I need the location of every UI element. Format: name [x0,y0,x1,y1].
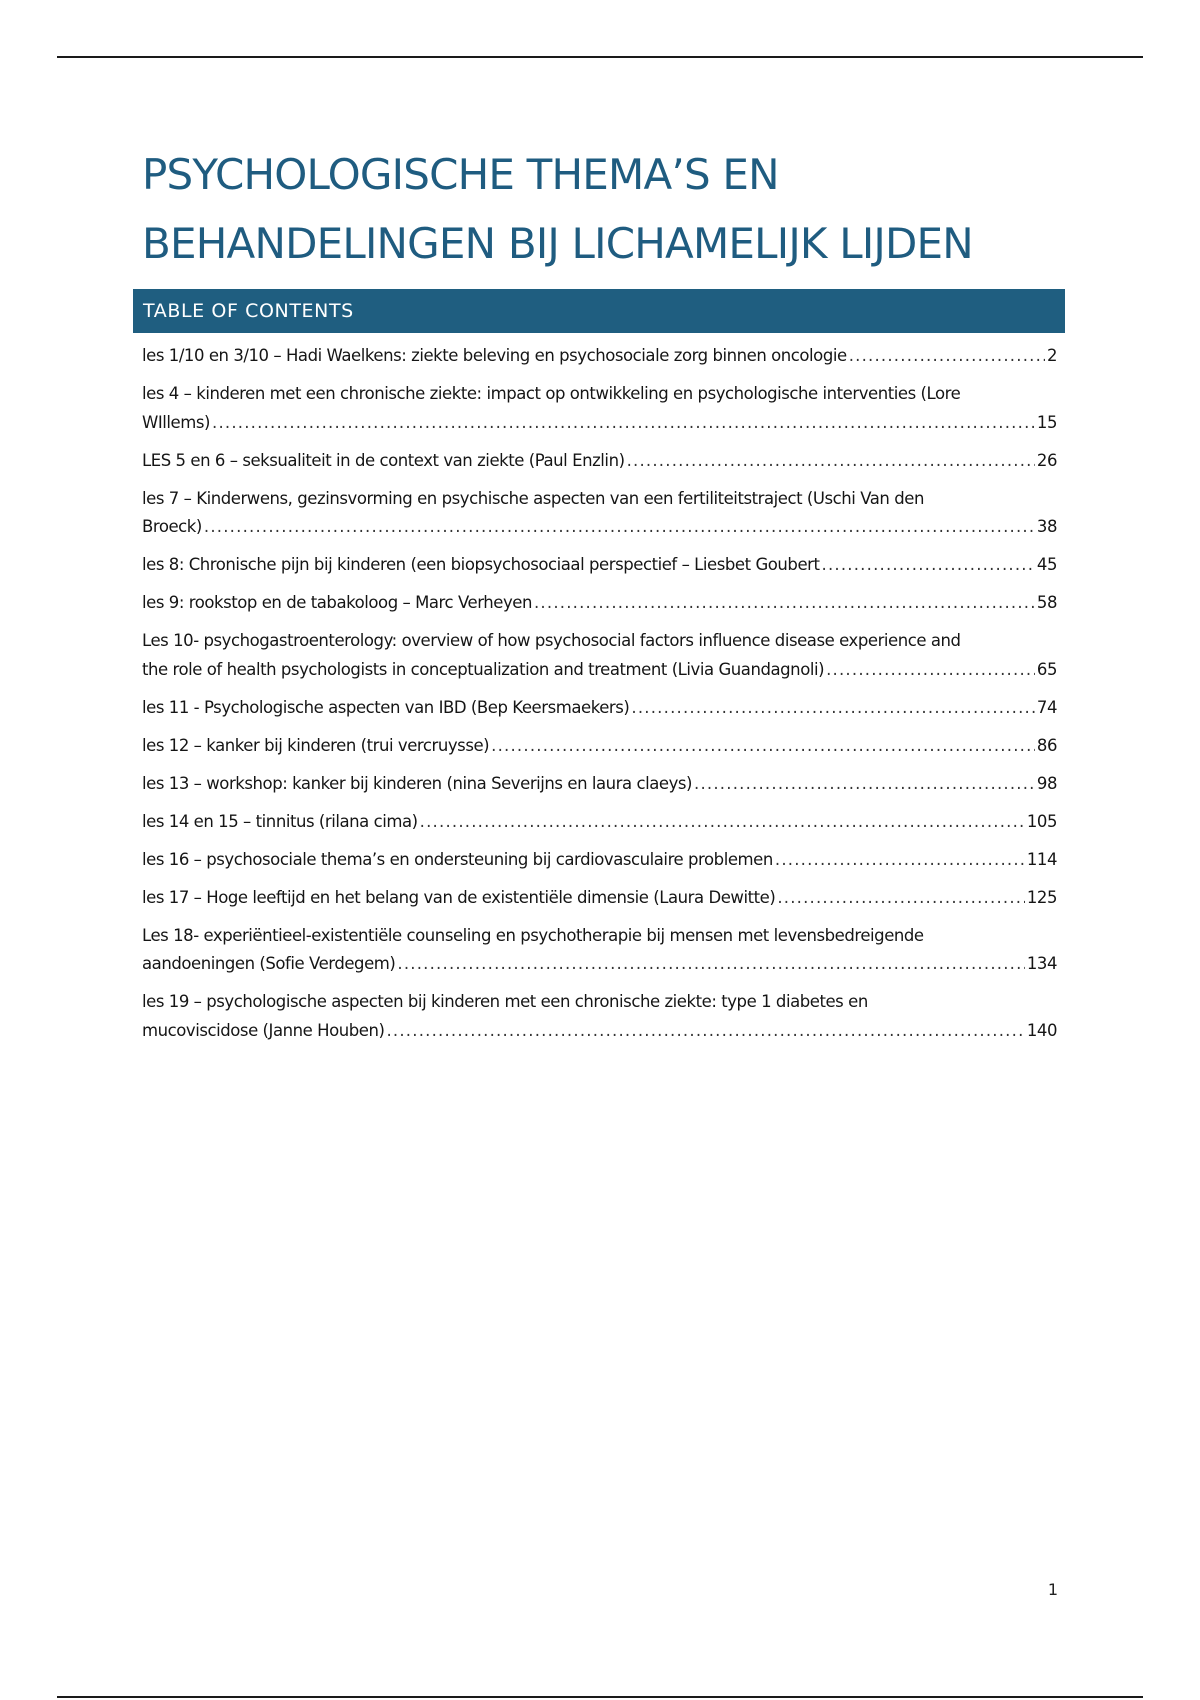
title-line-1: PSYCHOLOGISCHE THEMA’S EN [142,150,779,199]
toc-heading-bar [133,289,1065,333]
toc-entry[interactable] [142,694,1057,723]
toc-entry-page: 98 [1036,773,1057,793]
toc-entry-title-line: les 4 – kinderen met een chronische ziekte: impact op ontwikkeling en psychologische interventies (Lore [142,384,961,403]
toc-entry-title: les 1/10 en 3/10 – Hadi Waelkens: ziekte beleving en psychosociale zorg binnen oncologie [142,346,847,365]
toc-entry-page: 45 [1036,555,1057,574]
toc-entry-page: 2 [1046,346,1057,365]
toc-entry[interactable] [142,485,1057,542]
toc-entry-line [142,808,1057,837]
toc-entry-page: 38 [1036,517,1057,536]
toc-entry-title-line: Les 18- experiëntieel-existentiële counseling en psychotherapie bij mensen met levensbedreigende [142,925,924,945]
dot-leader [534,589,1035,618]
dot-leader [212,409,1035,438]
toc-entry-title-line: les 19 – psychologische aspecten bij kinderen met een chronische ziekte: type 1 diabetes en [142,992,868,1011]
header-rule [57,56,1143,58]
toc-entry-page: 58 [1036,593,1057,612]
toc-entry-page: 140 [1026,1020,1057,1040]
toc-entry-line [142,950,1057,979]
toc-entry-page: 26 [1036,450,1057,470]
dot-leader [631,694,1034,723]
toc-entry[interactable] [142,988,1057,1045]
toc-entry[interactable] [142,447,1057,476]
dot-leader [386,1017,1024,1046]
dot-leader [826,656,1035,685]
dot-leader [397,950,1024,979]
dot-leader [491,732,1035,761]
toc-entry-title: les 11 - Psychologische aspecten van IBD (Bep Keersmaekers) [142,697,630,717]
toc-entry-page: 74 [1036,697,1057,717]
toc-entry[interactable] [142,922,1057,979]
dot-leader [849,342,1045,371]
toc-entry-title: aandoeningen (Sofie Verdegem) [142,954,396,973]
toc-entry-title: WIllems) [142,412,211,432]
toc-entry-title: les 17 – Hoge leeftijd en het belang van de existentiële dimensie (Laura Dewitte) [142,887,776,907]
dot-leader [822,551,1035,580]
toc-entry-line [142,409,1057,438]
toc-entry-line [142,551,1057,580]
toc-entry-line [142,846,1057,875]
document-title [142,140,1082,278]
page-number: 1 [1047,1580,1058,1599]
toc-entry-page: 86 [1036,735,1057,755]
toc-entry[interactable] [142,846,1057,875]
toc-entry-page: 134 [1026,954,1057,973]
dot-leader [204,513,1035,542]
dot-leader [694,770,1035,799]
dot-leader [777,884,1025,913]
toc-entry-title: LES 5 en 6 – seksualiteit in de context van ziekte (Paul Enzlin) [142,450,625,470]
toc-entry-line [142,770,1057,799]
table-of-contents [142,342,1057,1055]
toc-entry-title: Broeck) [142,517,202,536]
toc-entry[interactable] [142,589,1057,618]
toc-entry-title: les 14 en 15 – tinnitus (rilana cima) [142,811,418,831]
dot-leader [420,808,1025,837]
toc-entry-line [142,884,1057,913]
dot-leader [627,447,1035,476]
toc-entry-line [142,513,1057,542]
toc-entry-title: the role of health psychologists in conceptualization and treatment (Livia Guandagnoli) [142,659,825,679]
toc-entry-line [142,447,1057,476]
toc-entry[interactable] [142,627,1057,684]
toc-entry[interactable] [142,884,1057,913]
toc-entry-page: 125 [1026,887,1057,907]
toc-entry-page: 65 [1036,659,1057,679]
dot-leader [775,846,1025,875]
toc-entry-line [142,1017,1057,1046]
toc-entry-title: les 9: rookstop en de tabakoloog – Marc Verheyen [142,593,532,612]
toc-entry-line [142,732,1057,761]
toc-entry-title-line: les 7 – Kinderwens, gezinsvorming en psychische aspecten van een fertiliteitstraject (Uschi Van den [142,488,924,508]
toc-entry[interactable] [142,551,1057,580]
toc-entry-line [142,589,1057,618]
toc-entry-title: les 8: Chronische pijn bij kinderen (een biopsychosociaal perspectief – Liesbet Goubert [142,555,820,574]
toc-entry-page: 105 [1026,811,1057,831]
toc-entry[interactable] [142,770,1057,799]
toc-entry-page: 15 [1036,412,1057,432]
toc-entry-title-line: Les 10- psychogastroenterology: overview of how psychosocial factors influence disease experience and [142,631,961,650]
toc-entry-line [142,694,1057,723]
toc-entry-title: les 12 – kanker bij kinderen (trui vercruysse) [142,735,490,755]
toc-entry-title: mucoviscidose (Janne Houben) [142,1020,385,1040]
toc-entry-page: 114 [1026,849,1057,869]
toc-entry-line [142,656,1057,685]
toc-heading: TABLE OF CONTENTS [143,300,354,322]
toc-entry-title: les 13 – workshop: kanker bij kinderen (nina Severijns en laura claeys) [142,773,693,793]
toc-entry[interactable] [142,342,1057,371]
toc-entry[interactable] [142,808,1057,837]
footer-rule [57,1696,1143,1698]
toc-entry-title: les 16 – psychosociale thema’s en ondersteuning bij cardiovasculaire problemen [142,849,773,869]
title-line-2: BEHANDELINGEN BIJ LICHAMELIJK LIJDEN [142,219,973,268]
toc-entry[interactable] [142,380,1057,437]
toc-entry-line [142,342,1057,371]
toc-entry[interactable] [142,732,1057,761]
